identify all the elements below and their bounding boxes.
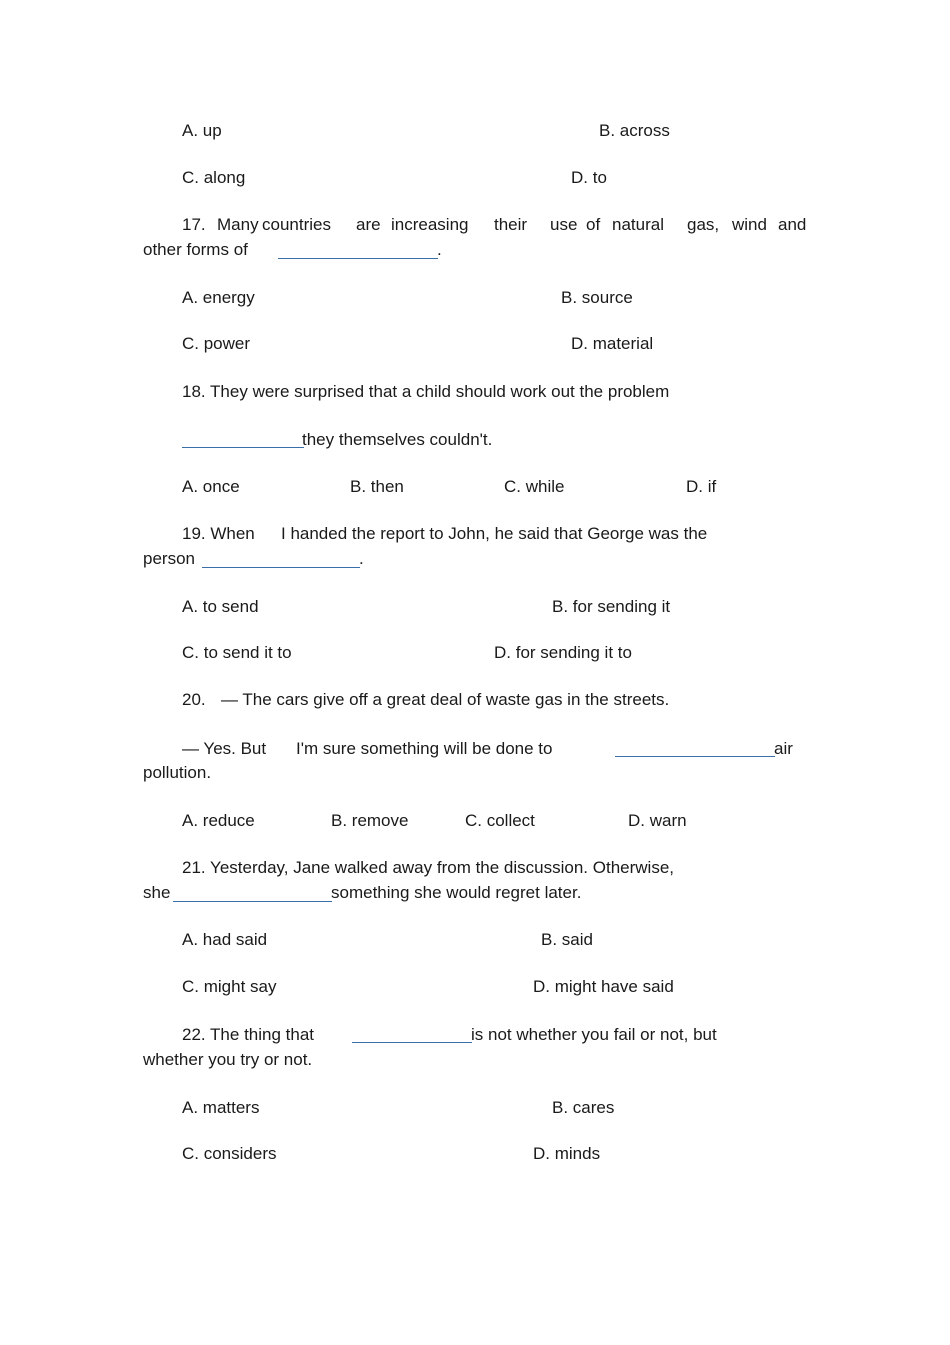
q21-line1: 21. Yesterday, Jane walked away from the discussion. Otherwise,	[182, 858, 674, 877]
q19-answer-blank[interactable]	[202, 567, 360, 568]
q19-line1-a: 19. When	[182, 524, 255, 543]
q19-line2-suffix: .	[359, 549, 364, 568]
q20-line3: pollution.	[143, 763, 212, 782]
q20-line1-b: — The cars give off a great deal of waste gas in the streets.	[221, 690, 670, 709]
q18-option-c: C. while	[504, 477, 565, 496]
q20-answer-blank[interactable]	[615, 756, 775, 757]
q17-answer-blank[interactable]	[278, 258, 438, 259]
q17-word: increasing	[391, 215, 469, 234]
q17-word: natural	[612, 215, 664, 234]
q21-option-a: A. had said	[182, 930, 268, 949]
q18-line1: 18. They were surprised that a child should work out the problem	[182, 382, 670, 401]
q19-option-d: D. for sending it to	[494, 643, 632, 662]
q22-line2: whether you try or not.	[143, 1050, 313, 1069]
q16-option-b: B. across	[599, 121, 670, 140]
q17-word: countries	[262, 215, 331, 234]
q22-answer-blank[interactable]	[352, 1042, 472, 1043]
q19-line1-b: I handed the report to John, he said that George was the	[281, 524, 708, 543]
q18-option-d: D. if	[686, 477, 717, 496]
q20-line2-b: I'm sure something will be done to	[296, 739, 553, 758]
q17-word: use	[550, 215, 578, 234]
q21-option-d: D. might have said	[533, 977, 674, 996]
q16-option-d: D. to	[571, 168, 607, 187]
q22-option-d: D. minds	[533, 1144, 601, 1163]
q20-line2-suffix: air	[774, 739, 793, 758]
q17-word: and	[778, 215, 807, 234]
q18-answer-blank[interactable]	[182, 447, 304, 448]
q21-option-b: B. said	[541, 930, 593, 949]
q21-option-c: C. might say	[182, 977, 277, 996]
q21-line2-suffix: something she would regret later.	[331, 883, 582, 902]
q22-option-c: C. considers	[182, 1144, 277, 1163]
q17-line2-suffix: .	[437, 240, 442, 259]
q22-option-b: B. cares	[552, 1098, 615, 1117]
q20-line2-a: — Yes. But	[182, 739, 267, 758]
q17-word: 17.	[182, 215, 206, 234]
q17-word: gas,	[687, 215, 720, 234]
q17-word: Many	[217, 215, 259, 234]
q16-option-a: A. up	[182, 121, 222, 140]
q18-option-b: B. then	[350, 477, 404, 496]
q19-option-b: B. for sending it	[552, 597, 671, 616]
q17-word: are	[356, 215, 381, 234]
q17-word: wind	[732, 215, 767, 234]
q20-option-d: D. warn	[628, 811, 687, 830]
q17-option-c: C. power	[182, 334, 251, 353]
q17-line2-prefix: other forms of	[143, 240, 248, 259]
q19-option-c: C. to send it to	[182, 643, 292, 662]
q20-option-b: B. remove	[331, 811, 409, 830]
q20-option-c: C. collect	[465, 811, 535, 830]
q21-answer-blank[interactable]	[173, 901, 332, 902]
q19-option-a: A. to send	[182, 597, 259, 616]
q22-line1-a: 22. The thing that	[182, 1025, 315, 1044]
q18-line2-suffix: they themselves couldn't.	[302, 430, 493, 449]
q19-line2-prefix: person	[143, 549, 195, 568]
q17-option-d: D. material	[571, 334, 654, 353]
q18-option-a: A. once	[182, 477, 240, 496]
q22-line1-suffix: is not whether you fail or not, but	[471, 1025, 717, 1044]
q17-option-b: B. source	[561, 288, 633, 307]
q20-line1-a: 20.	[182, 690, 206, 709]
q16-option-c: C. along	[182, 168, 246, 187]
q22-option-a: A. matters	[182, 1098, 260, 1117]
q21-line2-prefix: she	[143, 883, 171, 902]
q17-word: their	[494, 215, 528, 234]
q20-option-a: A. reduce	[182, 811, 255, 830]
q17-word: of	[586, 215, 601, 234]
q17-option-a: A. energy	[182, 288, 255, 307]
